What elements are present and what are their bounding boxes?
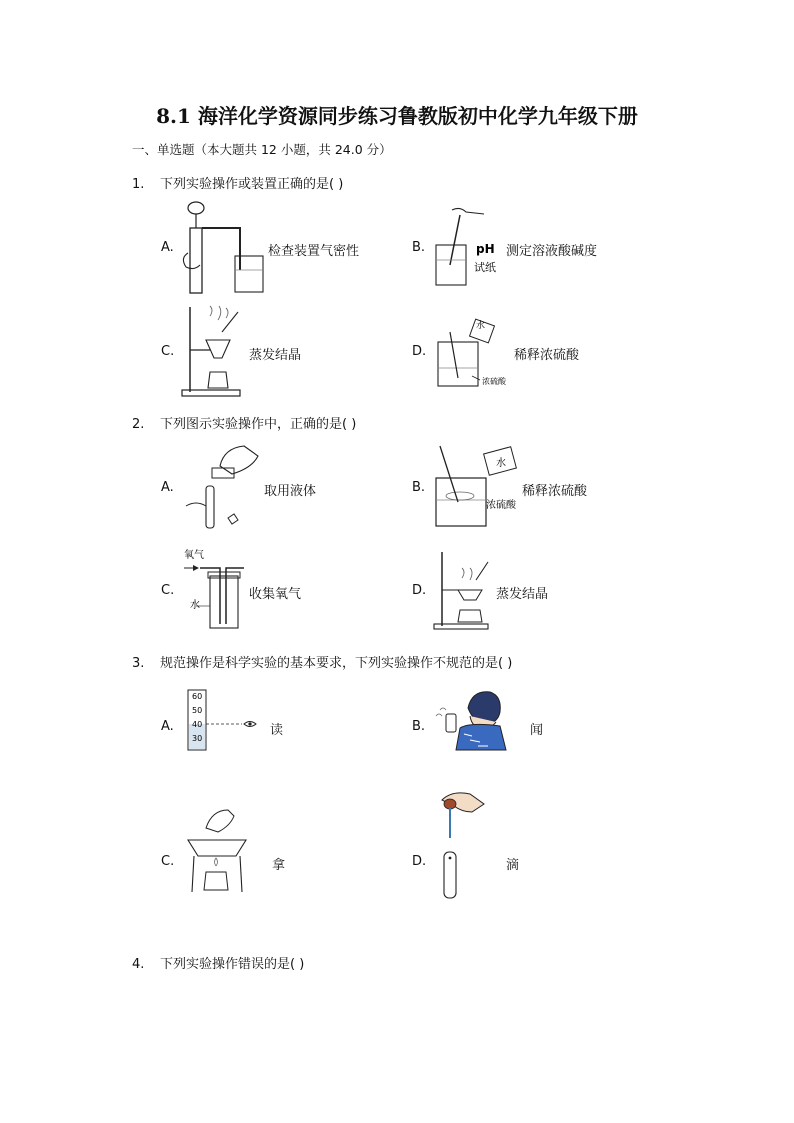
water2-text: 水 — [190, 600, 200, 611]
airtight-check-figure — [180, 198, 270, 298]
question-3-stem — [132, 652, 512, 671]
ph-test-figure — [432, 205, 507, 290]
option-letter: B. — [412, 480, 426, 495]
option-letter: A. — [161, 719, 174, 734]
question-number: 4. — [132, 957, 145, 972]
tick-50: 50 — [192, 706, 203, 715]
option-label: 拿 — [272, 858, 286, 873]
hold-evaporating-dish-figure — [182, 806, 254, 896]
water-text: 水 — [476, 321, 486, 331]
dilute-acid-figure-1 — [432, 318, 517, 390]
option-letter: D. — [412, 854, 427, 869]
ph-text: pH — [476, 242, 495, 256]
acid-text: 浓硫酸 — [486, 500, 516, 511]
take-liquid-figure — [180, 442, 268, 534]
question-number: 2. — [132, 417, 145, 432]
question-2-stem — [132, 413, 356, 432]
option-letter: C. — [161, 583, 175, 598]
option-letter: B. — [412, 240, 426, 255]
option-letter: D. — [412, 344, 427, 359]
oxygen-text: 氧气 — [184, 550, 204, 561]
option-label: 收集氧气 — [249, 587, 302, 602]
tick-40: 40 — [192, 720, 203, 729]
option-letter: D. — [412, 583, 427, 598]
question-4-stem — [132, 953, 304, 972]
option-label: 闻 — [530, 723, 544, 738]
option-label: 蒸发结晶 — [249, 348, 302, 363]
question-number: 1. — [132, 177, 145, 192]
option-letter: C. — [161, 344, 175, 359]
acid-text: 浓硫酸 — [482, 377, 506, 386]
paper-text: 试纸 — [474, 261, 496, 274]
option-label: 稀释浓硫酸 — [522, 484, 588, 499]
option-label: 滴 — [506, 858, 520, 873]
question-text: 下列图示实验操作中，正确的是( ) — [160, 417, 357, 432]
smell-figure — [430, 686, 510, 752]
graduated-cylinder-figure — [182, 688, 262, 754]
option-label: 检查装置气密性 — [268, 244, 360, 259]
collect-oxygen-figure — [182, 546, 248, 632]
question-text: 下列实验操作或装置正确的是( ) — [160, 177, 344, 192]
question-1-stem — [132, 173, 343, 192]
option-letter: A. — [161, 240, 174, 255]
option-label: 取用液体 — [264, 484, 317, 499]
evaporation-figure-2 — [432, 548, 492, 632]
option-label: 测定溶液酸碱度 — [506, 244, 598, 259]
option-label: 蒸发结晶 — [496, 587, 549, 602]
page-title: 8.1 海洋化学资源同步练习鲁教版初中化学九年级下册 — [156, 104, 638, 128]
option-letter: B. — [412, 719, 426, 734]
evaporation-figure — [180, 302, 245, 400]
tick-60: 60 — [192, 692, 203, 701]
option-letter: A. — [161, 480, 174, 495]
option-letter: C. — [161, 854, 175, 869]
water-text: 水 — [496, 458, 506, 469]
question-text: 规范操作是科学实验的基本要求，下列实验操作不规范的是( ) — [160, 656, 513, 671]
dilute-acid-figure-2 — [430, 442, 525, 530]
question-number: 3. — [132, 656, 145, 671]
dropper-figure — [432, 790, 492, 902]
option-label: 读 — [270, 723, 284, 738]
tick-30: 30 — [192, 734, 203, 743]
question-text: 下列实验操作错误的是( ) — [160, 957, 305, 972]
option-label: 稀释浓硫酸 — [514, 348, 580, 363]
section-heading: 一、单选题（本大题共 12 小题，共 24.0 分） — [132, 142, 392, 157]
